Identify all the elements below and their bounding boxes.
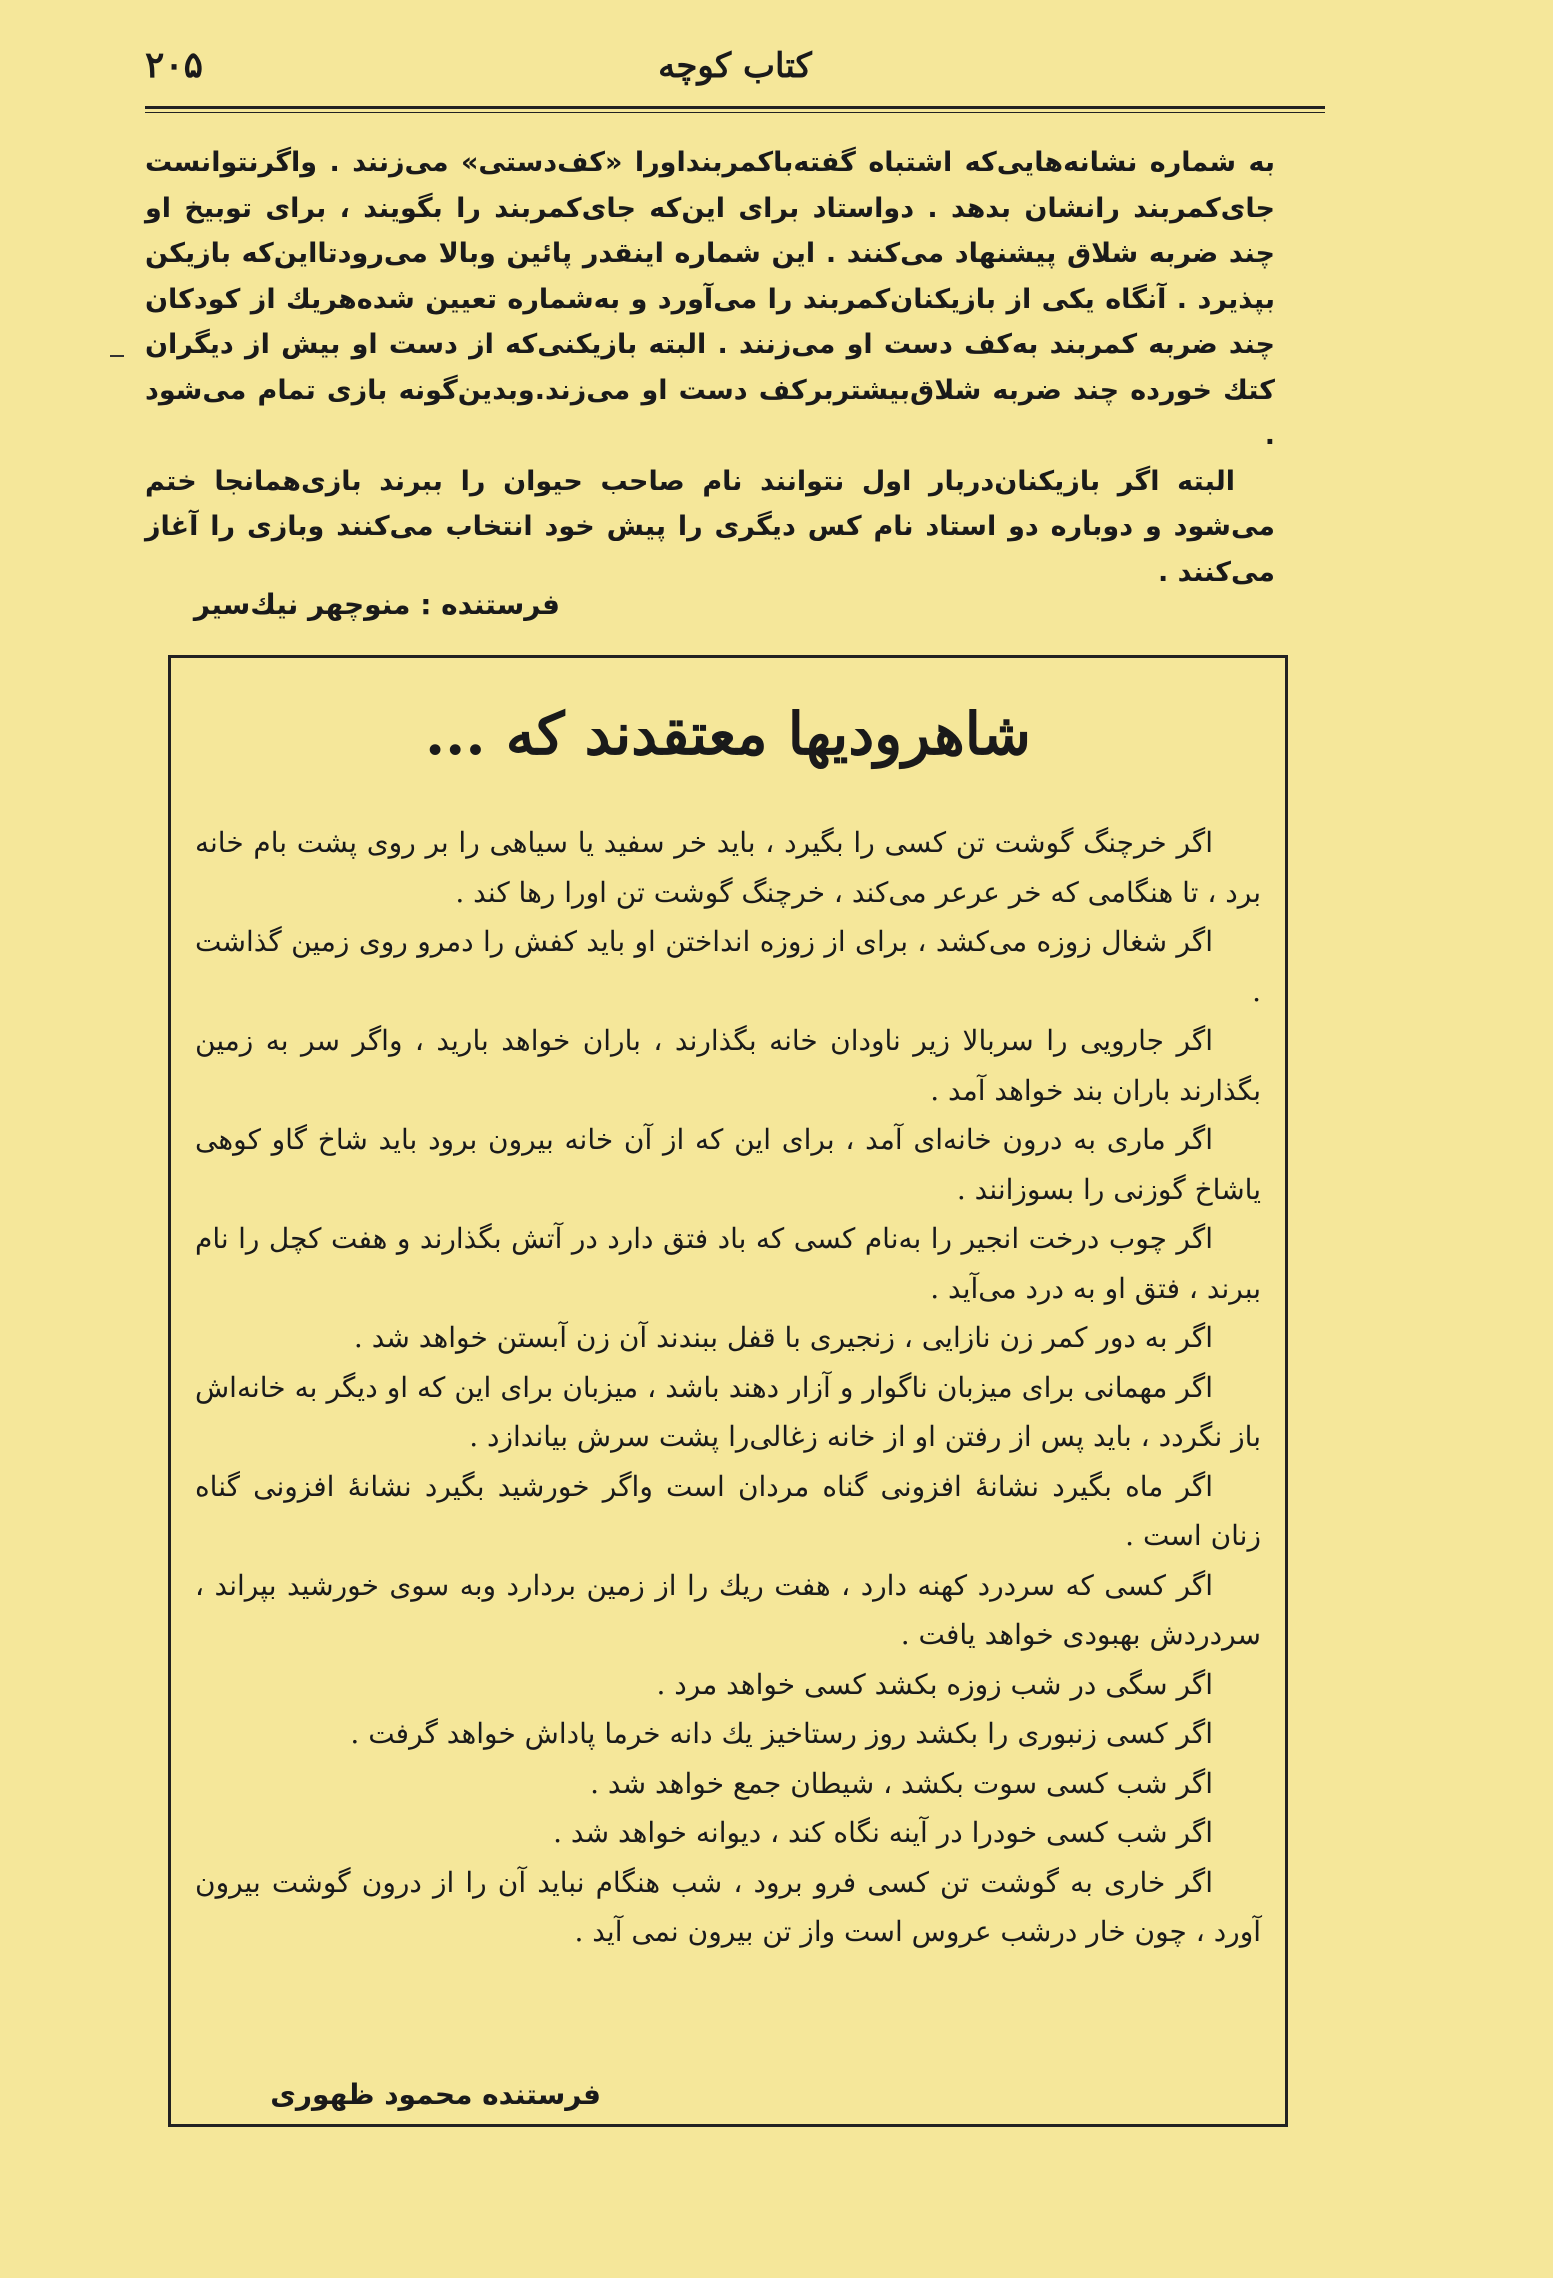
belief-paragraph: اگر کسی که سردرد کهنه دارد ، هفت ریك را از زمین بردارد وبه سوی خورشید بپراند ، سردردش بهبودی خواهد یافت . <box>195 1568 1261 1651</box>
running-title: کتاب کوچه <box>658 46 812 86</box>
page-number: ۲۰۵ <box>145 44 204 86</box>
belief-paragraph: اگر سگی در شب زوزه بکشد کسی خواهد مرد . <box>656 1667 1213 1701</box>
box-sender: فرستنده محمود ظهوری <box>270 2078 601 2111</box>
beliefs-list <box>195 818 1261 1957</box>
intro-sender: فرستنده : منوچهر نیك‌سیر <box>193 588 560 621</box>
beliefs-box <box>168 655 1288 2127</box>
header-rule <box>145 106 1325 113</box>
belief-paragraph: اگر کسی زنبوری را بکشد روز رستاخیز یك دانه خرما پاداش خواهد گرفت . <box>350 1717 1213 1750</box>
box-title: شاهرودیها معتقدند که ... <box>424 700 1032 768</box>
page-header <box>145 40 1325 110</box>
belief-paragraph: اگر به دور کمر زن نازایی ، زنجیری با قفل ببندند آن زن آبستن خواهد شد . <box>353 1321 1213 1354</box>
belief-paragraph: اگر خرچنگ گوشت تن کسی را بگیرد ، باید خر سفید یا سیاهی را بر روی پشت بام خانه برد ، تا هنگامی که خر عرعر می‌کند ، خرچنگ گوشت تن اورا رها کند . <box>195 826 1261 909</box>
belief-paragraph: اگر جارویی را سربالا زیر ناودان خانه بگذارند ، باران خواهد بارید ، واگر سر به زمین بگذارند باران بند خواهد آمد . <box>195 1024 1261 1107</box>
intro-text <box>145 140 1275 595</box>
belief-paragraph: اگر چوب درخت انجیر را به‌نام کسی که باد فتق دارد در آتش بگذارند و هفت کچل را نام ببرند ، فتق او به درد می‌آید . <box>195 1222 1261 1305</box>
belief-paragraph: اگر مهمانی برای میزبان ناگوار و آزار دهند باشد ، میزبان برای این که او دیگر به خانه‌اش باز نگردد ، باید پس از رفتن او از خانه زغالی‌را پشت سرش بیاندازد . <box>195 1370 1261 1453</box>
belief-paragraph: اگر شغال زوزه می‌کشد ، برای از زوزه انداختن او باید کفش را دمرو روی زمین گذاشت . <box>195 925 1261 1008</box>
margin-mark <box>110 355 124 357</box>
belief-paragraph: اگر شب کسی خودرا در آینه نگاه کند ، دیوانه خواهد شد . <box>553 1816 1213 1849</box>
belief-paragraph: اگر خاری به گوشت تن کسی فرو برود ، شب هنگام نباید آن را از درون گوشت بیرون آورد ، چون خار درشب عروس است واز تن بیرون نمی آید . <box>195 1865 1261 1948</box>
belief-paragraph: اگر ماه بگیرد نشانهٔ افزونی گناه مردان است واگر خورشید بگیرد نشانهٔ افزونی گناه زنان است . <box>195 1469 1261 1552</box>
belief-paragraph: اگر ماری به درون خانه‌ای آمد ، برای این که از آن خانه بیرون برود باید شاخ گاو کوهی یاشاخ گوزنی را بسوزانند . <box>195 1123 1261 1206</box>
intro-paragraph: البته اگر بازیکنان‌دربار اول نتوانند نام صاحب حیوان را ببرند بازی‌همانجا ختم می‌شود و دوباره دو استاد نام کس دیگری را پیش خود انتخاب می‌کنند وبازی را آغاز می‌کنند . <box>145 465 1275 588</box>
intro-paragraph: به شماره نشانه‌هایی‌که اشتباه گفته‌باکمربندا‌ورا «کف‌دستی» می‌زنند . واگرنتوانست جای‌کمربند رانشان بدهد . دواستاد برای این‌که جای‌کمربند را بگویند ، برای توبیخ او چند ضربه شلاق پیشنهاد می‌کنند . این شماره اینقدر پائین وبالا می‌رودتااین‌که بازیکن بپذیرد . آنگاه یکی از بازیکنان‌کمربند را می‌آورد و به‌شماره تعیین شده‌هریك از کودکان چند ضربه کمربند به‌کف دست او می‌زنند . البته بازیکنی‌که از دست او بیش از دیگران کتك خورده چند ضربه شلاق‌بیشتربرکف دست او می‌زند.وبدین‌گونه بازی تمام می‌شود . <box>145 147 1275 451</box>
belief-paragraph: اگر شب کسی سوت بکشد ، شیطان جمع خواهد شد . <box>590 1766 1213 1800</box>
